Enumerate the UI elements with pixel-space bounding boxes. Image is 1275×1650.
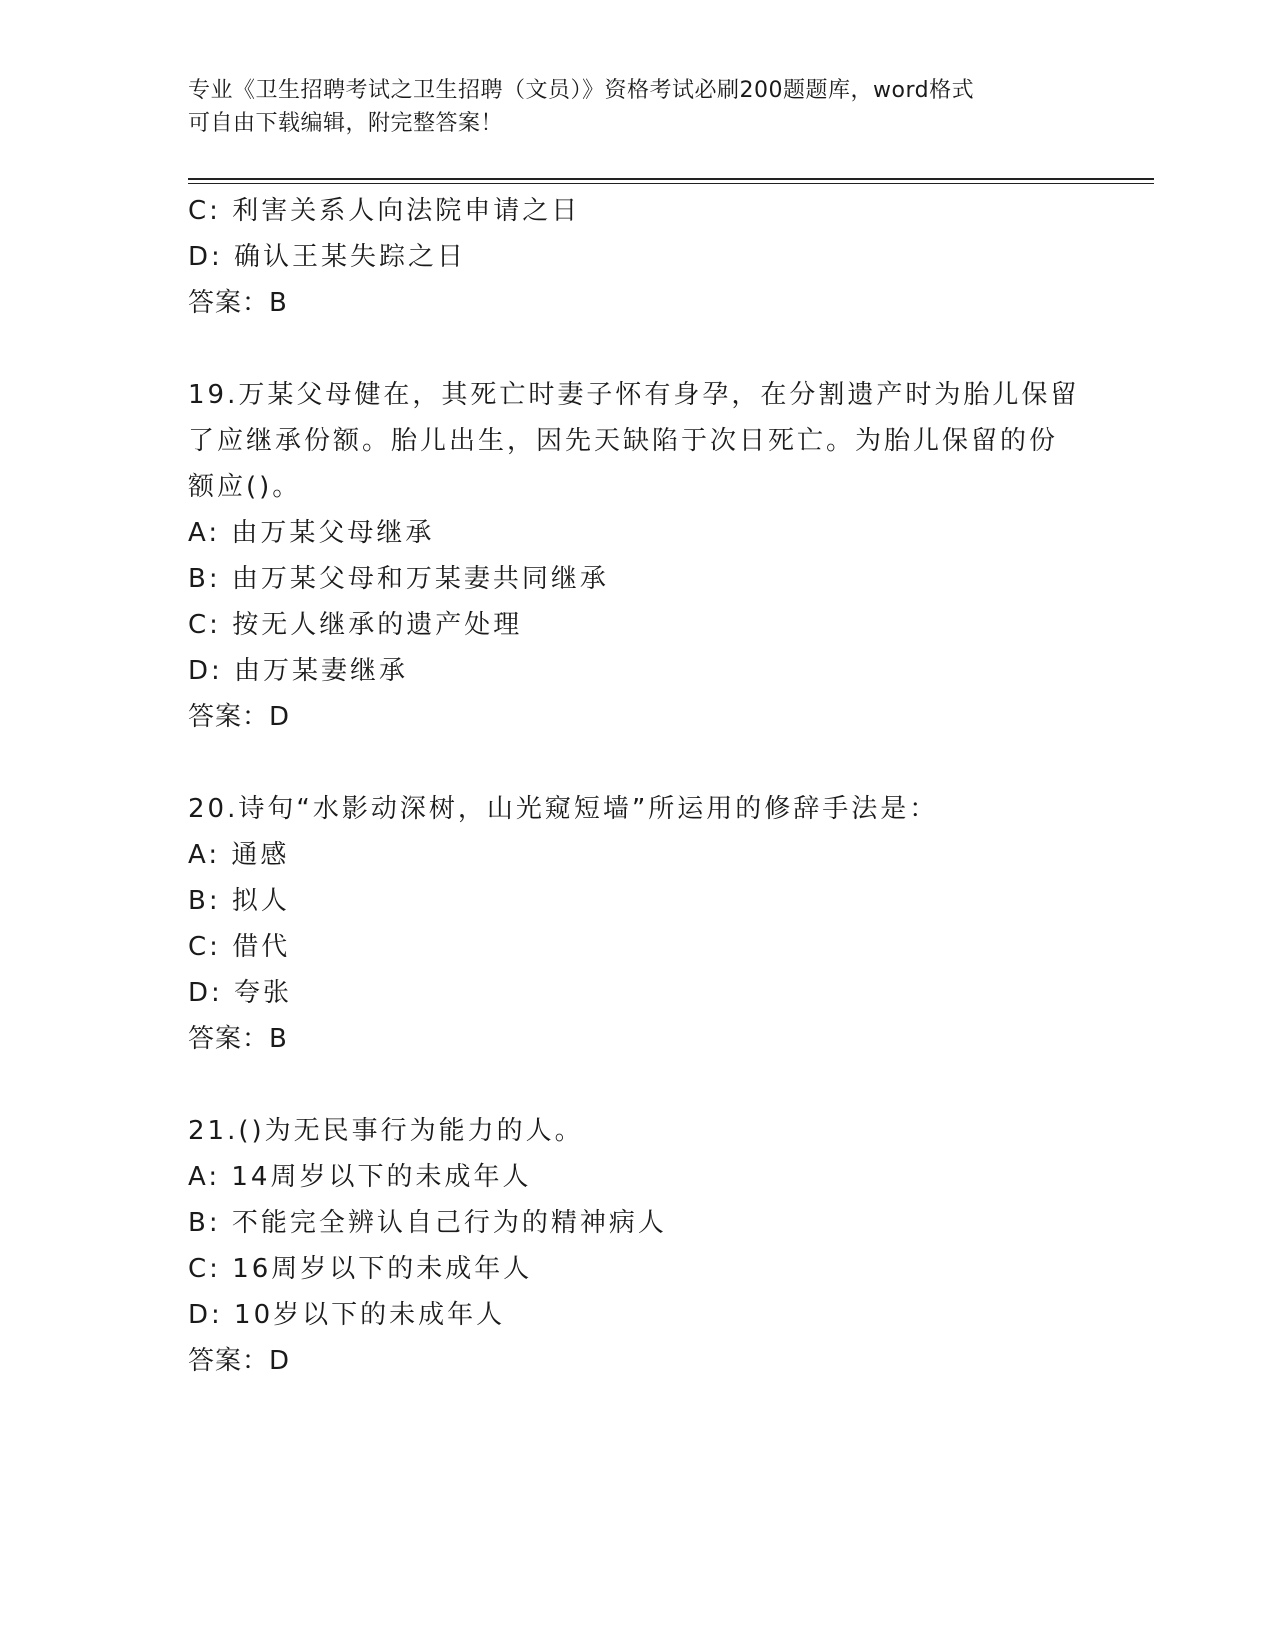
option-line: [188, 1246, 1128, 1292]
option-key: C:: [188, 196, 221, 226]
option-text: 由万某妻继承: [234, 656, 409, 686]
option-text: 由万某父母和万某妻共同继承: [231, 564, 609, 594]
option-key: A:: [188, 518, 221, 548]
option-line: [188, 878, 1128, 924]
option-text: 按无人继承的遗产处理: [232, 610, 523, 640]
option-text: 借代: [232, 932, 291, 962]
option-key: B:: [188, 886, 221, 916]
option-line: [188, 510, 1128, 556]
spacer: [188, 1062, 1128, 1108]
option-key: D:: [188, 1300, 223, 1330]
question-20: [188, 786, 1128, 1062]
option-text: 拟人: [231, 886, 290, 916]
option-line: [188, 648, 1128, 694]
option-key: B:: [188, 564, 221, 594]
question-19: [188, 372, 1128, 740]
option-text: 16周岁以下的未成年人: [232, 1254, 533, 1284]
option-text: 夸张: [234, 978, 293, 1008]
option-key: C:: [188, 932, 221, 962]
option-text: 10岁以下的未成年人: [234, 1300, 506, 1330]
option-line: [188, 1292, 1128, 1338]
option-text: 通感: [231, 840, 290, 870]
question-stem-line: 19.万某父母健在，其死亡时妻子怀有身孕，在分割遗产时为胎儿保留: [188, 380, 1080, 410]
question-content: [188, 188, 1128, 1384]
option-line: [188, 924, 1128, 970]
header-intro-line-2: 可自由下载编辑，附完整答案！: [188, 111, 504, 136]
answer-line: 答案：B: [188, 288, 288, 318]
option-line: [188, 1154, 1128, 1200]
option-line: [188, 234, 1128, 280]
answer-line: 答案：D: [188, 1346, 291, 1376]
option-key: C:: [188, 1254, 221, 1284]
option-text: 由万某父母继承: [231, 518, 435, 548]
spacer: [188, 326, 1128, 372]
question-stem-line: 了应继承份额。胎儿出生，因先天缺陷于次日死亡。为胎儿保留的份: [188, 426, 1059, 456]
header-intro-line-1: 专业《卫生招聘考试之卫生招聘（文员）》资格考试必刷200题题库，word格式: [188, 78, 975, 103]
option-line: [188, 832, 1128, 878]
question-stem-line: 20.诗句“水影动深树，山光窥短墙”所运用的修辞手法是：: [188, 794, 939, 824]
option-line: [188, 970, 1128, 1016]
option-line: [188, 1200, 1128, 1246]
option-key: A:: [188, 1162, 221, 1192]
option-line: [188, 188, 1128, 234]
header-divider-thick: [188, 178, 1154, 180]
option-text: 不能完全辨认自己行为的精神病人: [231, 1208, 667, 1238]
header-divider-thin: [188, 183, 1154, 184]
answer-line: 答案：B: [188, 1024, 288, 1054]
option-key: D:: [188, 242, 223, 272]
option-text: 14周岁以下的未成年人: [231, 1162, 532, 1192]
option-key: C:: [188, 610, 221, 640]
option-line: [188, 602, 1128, 648]
option-key: A:: [188, 840, 221, 870]
answer-line: 答案：D: [188, 702, 291, 732]
question-stem-line: 21.()为无民事行为能力的人。: [188, 1116, 584, 1146]
question-stem-line: 额应()。: [188, 472, 302, 502]
option-key: D:: [188, 656, 223, 686]
option-text: 利害关系人向法院申请之日: [232, 196, 581, 226]
spacer: [188, 740, 1128, 786]
option-key: D:: [188, 978, 223, 1008]
option-text: 确认王某失踪之日: [234, 242, 467, 272]
question-21: [188, 1108, 1128, 1384]
document-header: [188, 74, 1078, 140]
option-key: B:: [188, 1208, 221, 1238]
option-line: [188, 556, 1128, 602]
